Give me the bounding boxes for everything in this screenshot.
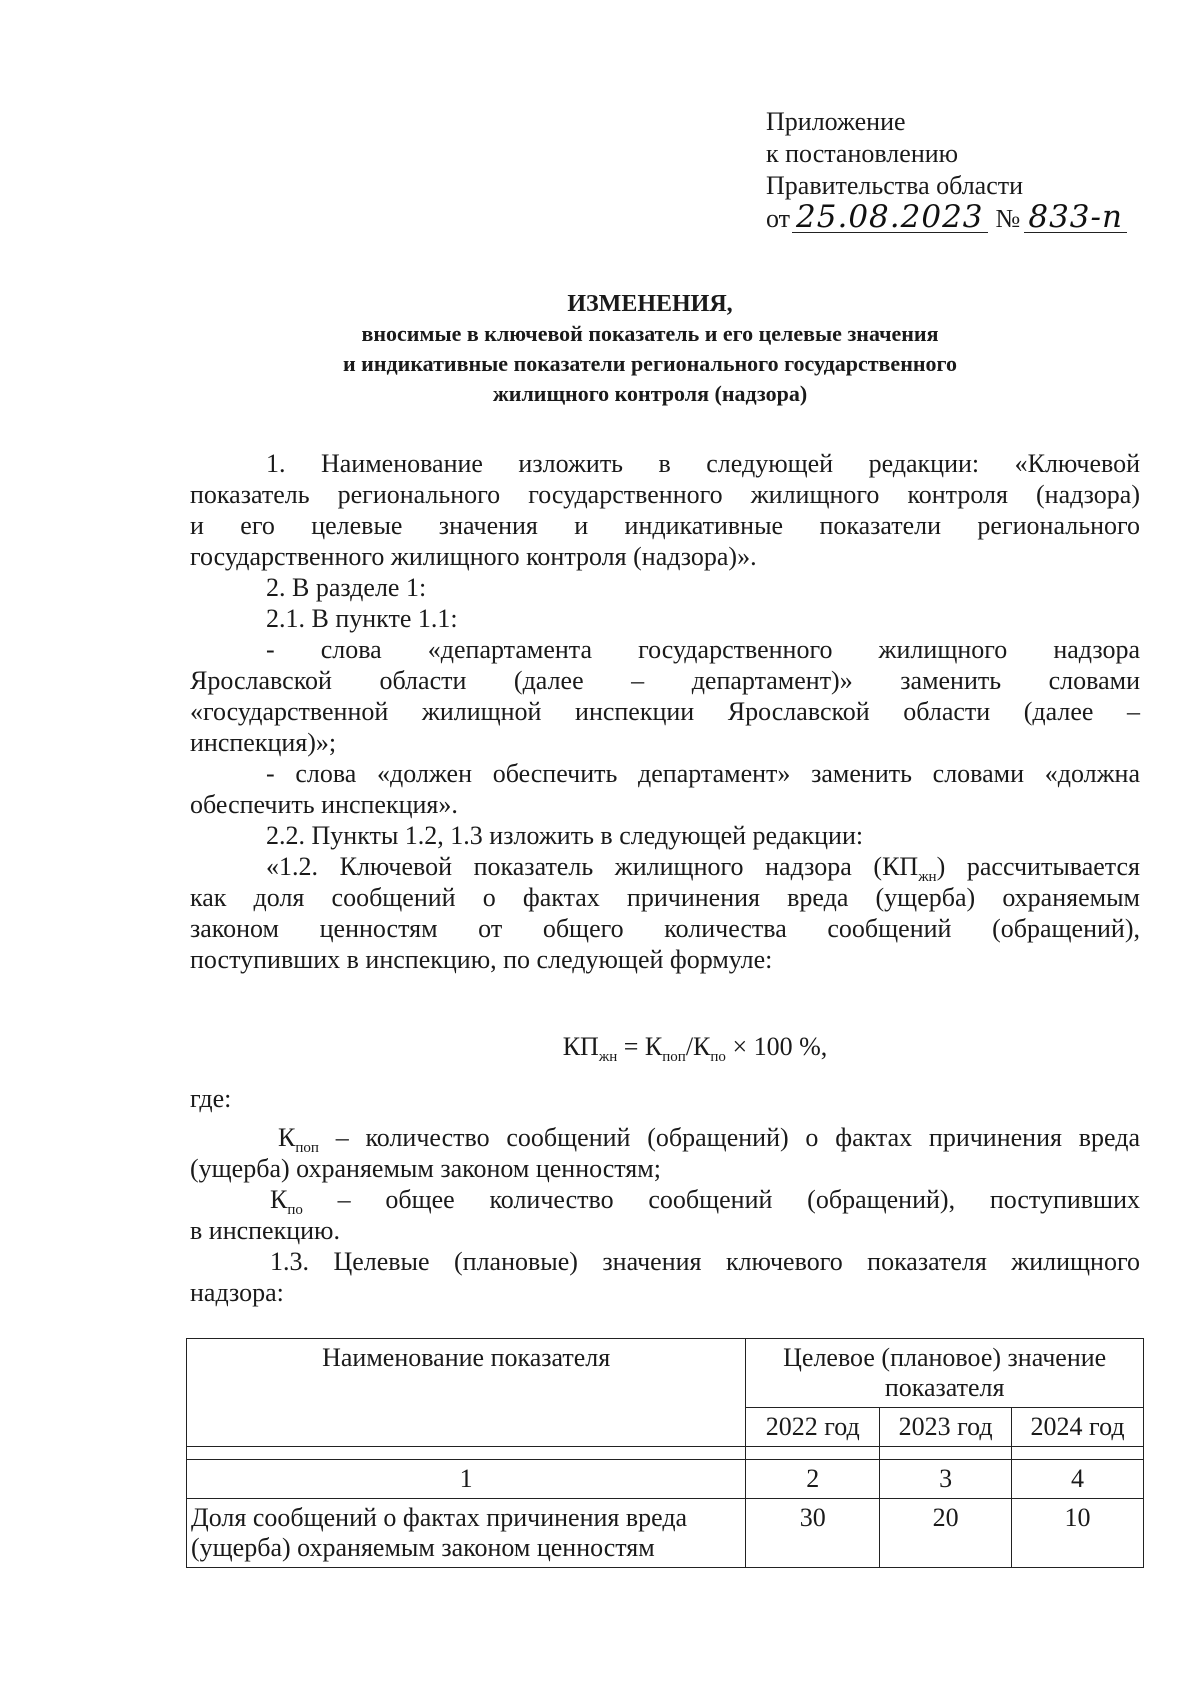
para-5-line-1: - слова «должен обеспечить департамент» заменить словами «должна bbox=[266, 759, 1140, 788]
appendix-government: Правительства области bbox=[766, 171, 1024, 200]
formula: $КП_{жн} = К_{поп}/К_{по} \times 100$ %, bbox=[562, 1032, 828, 1066]
value-2022: 30 bbox=[746, 1499, 880, 1568]
table-number-row bbox=[187, 1460, 1144, 1499]
header-year-2024: 2024 год bbox=[1012, 1408, 1144, 1447]
value-2023: 20 bbox=[880, 1499, 1012, 1568]
title-main: ИЗМЕНЕНИЯ, bbox=[567, 291, 733, 317]
body-text bbox=[190, 448, 1140, 975]
table-gap bbox=[187, 1447, 1144, 1460]
para-1-line-3: и его целевые значения и индикативные показатели регионального bbox=[190, 511, 1140, 540]
k-po-line-2: в инспекцию. bbox=[190, 1216, 340, 1245]
number-sign: № bbox=[995, 204, 1021, 233]
title-sub-3: жилищного контроля (надзора) bbox=[492, 381, 808, 406]
para-6: 2.2. Пункты 1.2, 1.3 изложить в следующей редакции: bbox=[266, 821, 864, 850]
para-4-line-2: Ярославской области (далее – департамент)» заменить словами bbox=[190, 666, 1140, 695]
para-1-line-1: 1. Наименование изложить в следующей редакции: «Ключевой bbox=[266, 449, 1140, 478]
para-3: 2.1. В пункте 1.1: bbox=[266, 604, 458, 633]
row-indicator-name: Доля сообщений о фактах причинения вреда (ущерба) охраняемым законом ценностям bbox=[187, 1499, 746, 1568]
k-po-line-1: $К_{по}$ – общее количество сообщений (обращений), поступивших bbox=[270, 1185, 1140, 1219]
table-row bbox=[187, 1499, 1144, 1568]
para-4-line-1: - слова «департамента государственного жилищного надзора bbox=[266, 635, 1140, 664]
appendix-date-line bbox=[766, 199, 1127, 235]
para-7-line-1: «1.2. Ключевой показатель жилищного надзора $(КП_{жн})$ рассчитывается bbox=[266, 852, 1140, 886]
table-header-row bbox=[187, 1339, 1144, 1408]
para-7-line-4: поступивших в инспекцию, по следующей формуле: bbox=[190, 945, 773, 974]
para-5-line-2: обеспечить инспекция». bbox=[190, 790, 458, 819]
appendix-resolution: к постановлению bbox=[766, 139, 959, 168]
header-indicator-name: Наименование показателя bbox=[187, 1339, 746, 1447]
para-4-line-3: «государственной жилищной инспекции Ярославской области (далее – bbox=[190, 697, 1140, 726]
k-pop-line-1: $К_{поп}$ – количество сообщений (обращений) о фактах причинения вреда bbox=[278, 1123, 1140, 1157]
k-pop-line-2: (ущерба) охраняемым законом ценностям; bbox=[190, 1154, 661, 1183]
para-1-line-4: государственного жилищного контроля (надзора)». bbox=[190, 542, 757, 571]
para-13-line-1: 1.3. Целевые (плановые) значения ключевого показателя жилищного bbox=[270, 1247, 1140, 1276]
document-title bbox=[250, 289, 1050, 409]
title-sub-1: вносимые в ключевой показатель и его целевые значения bbox=[361, 321, 939, 346]
col-number-1: 1 bbox=[187, 1460, 746, 1499]
col-number-4: 4 bbox=[1012, 1460, 1144, 1499]
value-2024: 10 bbox=[1012, 1499, 1144, 1568]
para-13-line-2: надзора: bbox=[190, 1278, 284, 1307]
para-1-line-2: показатель регионального государственного жилищного контроля (надзора) bbox=[190, 480, 1140, 509]
handwritten-number: 833-п bbox=[1024, 202, 1127, 233]
header-year-2023: 2023 год bbox=[880, 1408, 1012, 1447]
header-target-value: Целевое (плановое) значение показателя bbox=[746, 1339, 1144, 1408]
col-number-2: 2 bbox=[746, 1460, 880, 1499]
para-2: 2. В разделе 1: bbox=[266, 573, 427, 602]
appendix-label: Приложение bbox=[766, 107, 906, 136]
handwritten-date: 25.08.2023 bbox=[792, 202, 988, 233]
formula-explanation bbox=[190, 1083, 1140, 1308]
para-4-line-4: инспекция)»; bbox=[190, 728, 337, 757]
col-number-3: 3 bbox=[880, 1460, 1012, 1499]
title-sub-2: и индикативные показатели регионального государственного bbox=[342, 351, 957, 376]
appendix-block bbox=[766, 106, 1127, 235]
para-7-line-3: законом ценностям от общего количества сообщений (обращений), bbox=[190, 914, 1140, 943]
where-label: где: bbox=[190, 1084, 232, 1113]
para-7-line-2: как доля сообщений о фактах причинения вреда (ущерба) охраняемым bbox=[190, 883, 1140, 912]
date-prefix: от bbox=[766, 204, 791, 233]
target-values-table bbox=[186, 1338, 1144, 1568]
header-year-2022: 2022 год bbox=[746, 1408, 880, 1447]
